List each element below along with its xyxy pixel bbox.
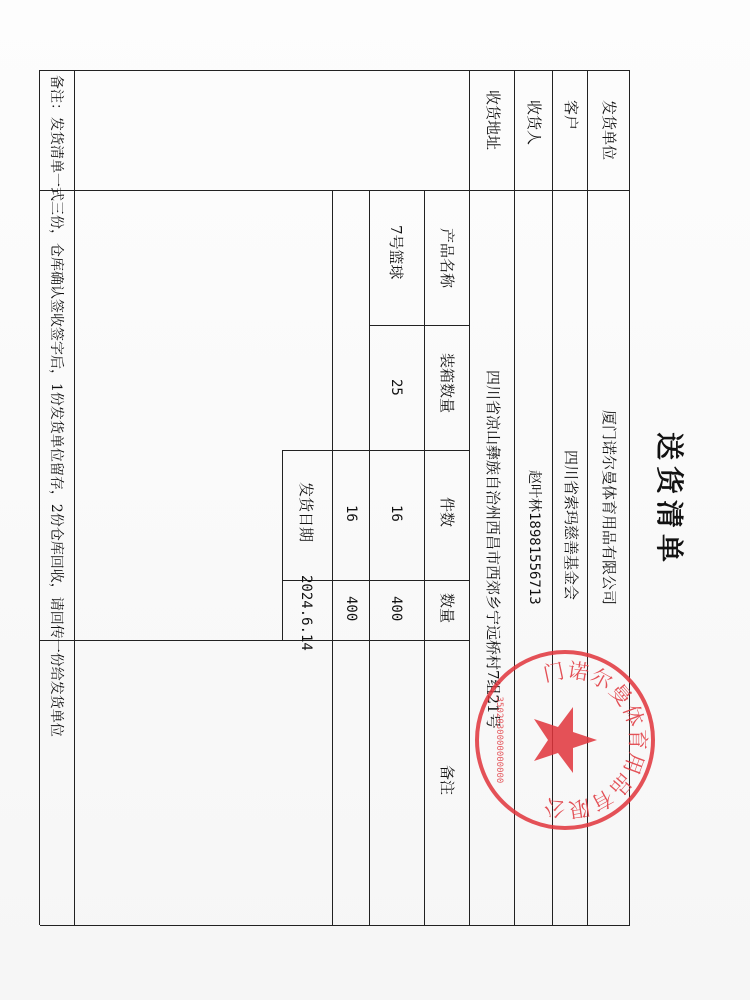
company-seal (465, 640, 665, 840)
header-quantity: 数量 (438, 593, 456, 624)
table-border-bottom (39, 70, 40, 925)
delivery-note (0, 50, 695, 950)
receiver-label: 收货人 (525, 100, 543, 146)
sender-value: 厦门诺尔曼体育用品有限公司 (600, 410, 618, 606)
header-pieces: 件数 (438, 497, 456, 528)
star-icon (534, 707, 597, 773)
header-product-name: 产品名称 (438, 228, 456, 289)
column-divider (283, 450, 470, 451)
total-quantity: 400 (343, 596, 359, 622)
header-remarks: 备注 (438, 765, 456, 796)
cell-product-name: 7号篮球 (387, 225, 405, 280)
label-divider (470, 190, 630, 191)
receiver-value: 赵叶林18981556713 (526, 470, 542, 605)
table-border-right (40, 925, 630, 926)
row-divider (332, 190, 333, 925)
sender-label: 发货单位 (600, 100, 618, 161)
column-divider (370, 325, 470, 326)
cell-box-quantity: 25 (388, 379, 404, 396)
row-divider (424, 190, 425, 925)
footer-note: 备注：发货清单一式三份，仓库确认签收签字后，1份发货单位留存，2份仓库回收，请回传一份给发货单位 (48, 75, 64, 737)
row-divider (282, 450, 283, 640)
header-box-quantity: 装箱数量 (438, 353, 456, 414)
note-divider (74, 70, 75, 925)
column-divider (40, 190, 470, 191)
customer-label: 客户 (562, 100, 580, 131)
ship-date-label: 发货日期 (297, 482, 315, 543)
cell-quantity: 400 (388, 596, 404, 622)
ship-date-value: 2024.6.14 (298, 575, 314, 651)
row-divider (369, 190, 370, 925)
seal-text: 门诺尔曼体育用品有限公 (541, 658, 650, 822)
address-label: 收货地址 (484, 90, 502, 151)
seal-code: 3502030000000000 (494, 696, 504, 784)
total-pieces: 16 (343, 505, 359, 522)
seal-graphic (465, 640, 665, 840)
column-divider (40, 640, 470, 641)
customer-value: 四川省索玛慈善基金会 (562, 450, 580, 601)
address-value: 四川省凉山彝族自治州西昌市西郊乡宁远桥村7组21号 (484, 370, 502, 729)
cell-pieces: 16 (388, 505, 404, 522)
document-title: 送货清单 (653, 431, 686, 568)
table-border-left (40, 70, 630, 71)
